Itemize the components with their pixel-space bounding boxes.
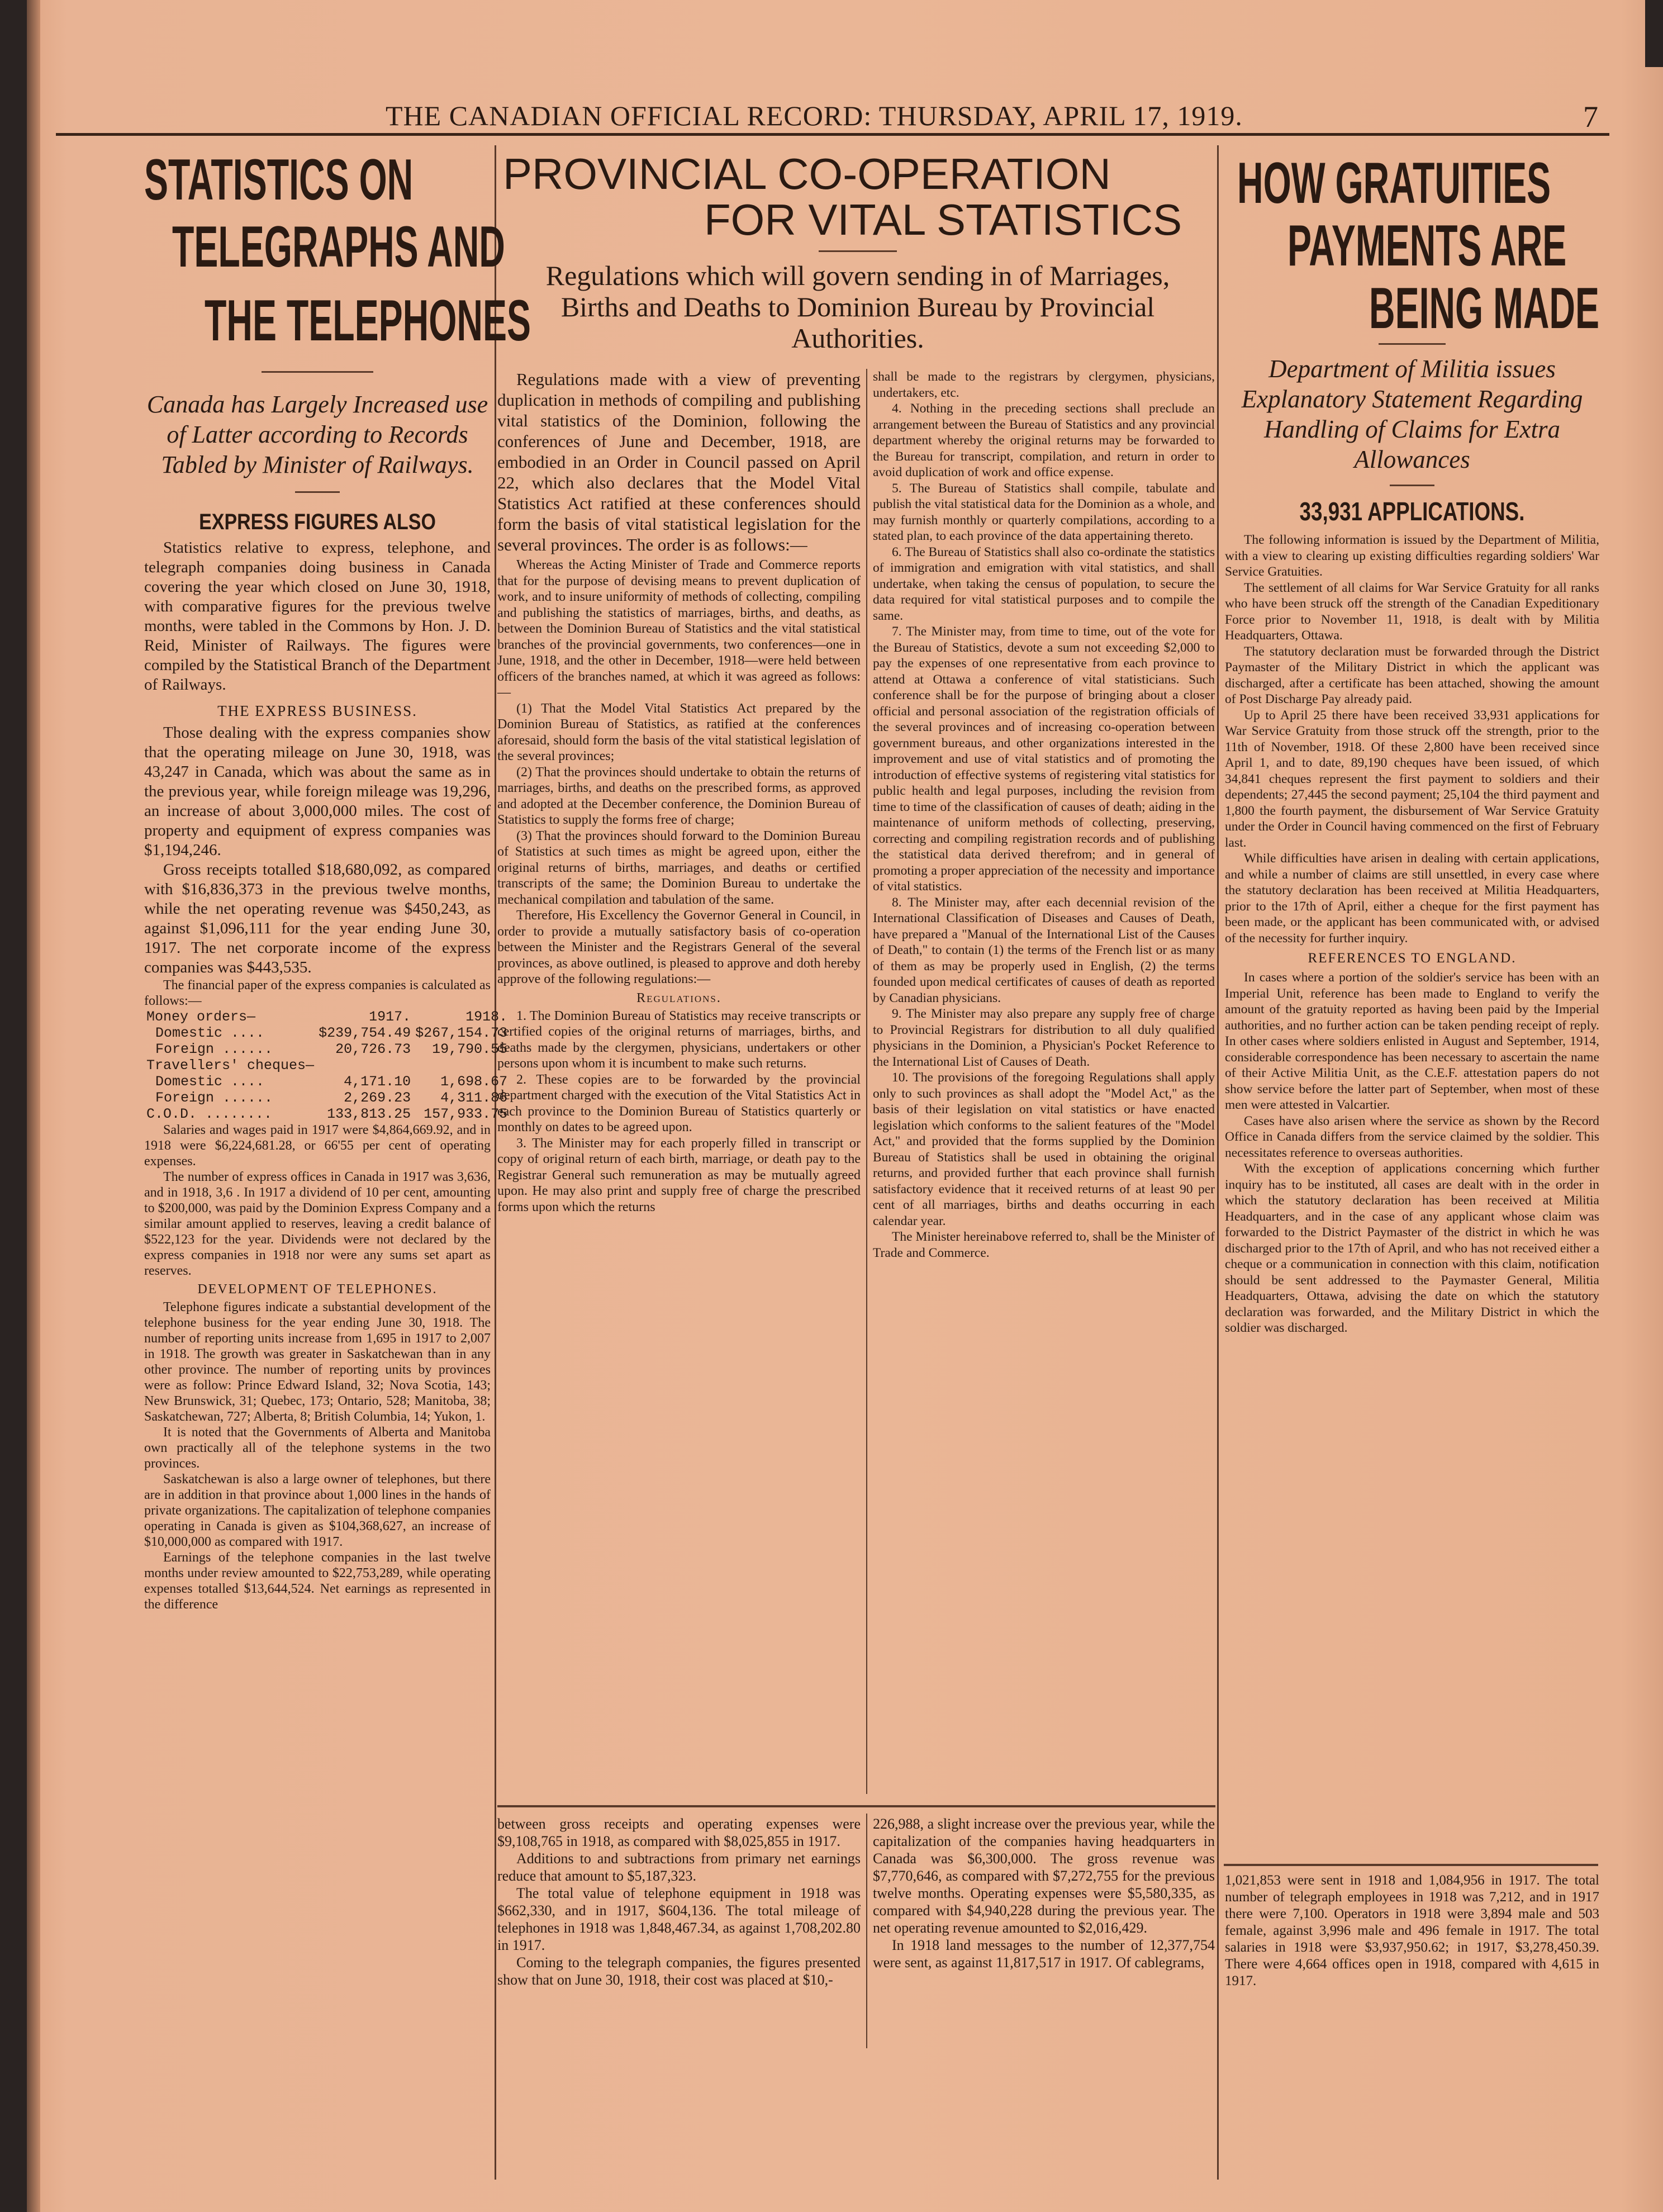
- deck-rule: [1390, 485, 1434, 486]
- table-cell: 133,813.25: [327, 1106, 411, 1122]
- center-bottom-column-2: [873, 1815, 1215, 2061]
- table-row: [144, 1074, 510, 1090]
- right-para: The settlement of all claims for War Service Gratuity for all ranks who have been struck off the strength of the Canadian Expeditionary Force prior to November 11, 1918, is dealt with by Militia Headquarters, Ottawa.: [1225, 580, 1599, 643]
- table-cell: 1918.: [465, 1009, 508, 1025]
- left-para-3: Gross receipts totalled $18,680,092, as compared with $16,836,373 in the previous twelve months, while the net operating revenue was $450,243, as against $1,096,111 for the year ending June 30, 1917. The net corporate income of the express companies was $443,535.: [144, 861, 491, 976]
- financial-paper-table: [144, 1009, 510, 1122]
- left-para-10: Earnings of the telephone companies in the last twelve months under review amounted to $22,753,289, while operating expenses totalled $13,644,524. Net earnings as represented in the difference: [144, 1550, 491, 1612]
- center-column-2: [873, 369, 1215, 1800]
- table-cell: $267,154.73: [415, 1025, 508, 1041]
- table-cell: [413, 1057, 510, 1074]
- table-cell: 157,933.75: [424, 1106, 508, 1122]
- table-cell: Domestic ....: [155, 1025, 265, 1041]
- center-para: 6. The Bureau of Statistics shall also co-ordinate the statistics of immigration and emigration with vital statistics, and shall undertake, when taking the census of population, to secure the data required for vital statistical purposes and to compile the same.: [873, 544, 1215, 623]
- masthead-title: THE CANADIAN OFFICIAL RECORD: THURSDAY, APRIL 17, 1919.: [386, 100, 1243, 131]
- right-para: With the exception of applications concerning which further inquiry has to be instituted, all cases are dealt with in the order in which the statutory declaration has been received at Militia Headquarters, and in the case of any applicant whose claim was forwarded to the District Paymaster of the district in which he was discharged prior to the 17th of April, and who has not received either a cheque or a communication in connection with this claim, notification should be sent addressed to the Paymaster General, Militia Headquarters, Ottawa, advising the date on which the statutory declaration was forwarded, and the Military District in which the soldier was discharged.: [1225, 1161, 1599, 1335]
- telephones-subhead: DEVELOPMENT OF TELEPHONES.: [197, 1282, 438, 1297]
- left-column: [144, 148, 531, 2180]
- center-para: 8. The Minister may, after each decennial revision of the International Classification of Diseases and Causes of Death, have prepared a "Manual of the International List of the Causes of Death," to contain (1) the terms of the French list or as many of them as may be properly used in English, (2) the terms founded upon medical certificates of causes of death as reported by Canadian physicians.: [873, 895, 1215, 1005]
- left-para-6: The number of express offices in Canada in 1917 was 3,636, and in 1918, 3,6 . In 1917 a dividend of 10 per cent, amounting to $200,000, was paid by the Dominion Express Company and a similar amount applied to reserves, leaving a credit balance of $522,123 for the year. Dividends were not declared by the express companies in 1918 nor were any sums set apart as reserves.: [144, 1170, 491, 1278]
- table-cell: 1,698.67: [440, 1074, 508, 1090]
- table-cell: Travellers' cheques—: [146, 1057, 315, 1074]
- headline-rule: [1379, 343, 1446, 345]
- table-cell: $239,754.49: [319, 1025, 411, 1041]
- center-para: 9. The Minister may also prepare any supply free of charge to Provincial Registrars for distribution to all duly qualified physicians in the Dominion, a Physician's Pocket Reference to the International List of Causes of Death.: [873, 1007, 1215, 1069]
- right-column: [1225, 151, 1599, 1861]
- center-para: The Minister hereinabove referred to, shall be the Minister of Trade and Commerce.: [873, 1230, 1215, 1260]
- right-para: Cases have also arisen where the service as shown by the Record Office in Canada differs from the service claimed by the soldier. This necessitates reference to overseas authorities.: [1225, 1113, 1599, 1160]
- center-bottom-para: Coming to the telegraph companies, the figures presented show that on June 30, 1918, their cost was placed at $10,-: [497, 1954, 861, 1988]
- center-headline-block: [503, 151, 1213, 369]
- table-row: [144, 1057, 510, 1074]
- table-cell: 20,726.73: [335, 1041, 411, 1057]
- center-para: 3. The Minister may for each properly filled in transcript or copy of original return of each birth, marriage, or death pay to the Registrar General such remuneration as may be mutually agreed upon. He may also print and supply free of charge the prescribed forms upon which the returns: [497, 1136, 861, 1214]
- center-para: 1. The Dominion Bureau of Statistics may receive transcripts or certified copies of the original returns of marriages, births, and deaths made by the clergymen, physicians, undertakers or other persons upon whom it is incumbent to make such returns.: [497, 1008, 861, 1071]
- right-para: In cases where a portion of the soldier's service has been with an Imperial Unit, reference has been made to England to verify the amount of the gratuity reported as having been paid by the Imperial authorities, and no further action can be taken pending receipt of reply. In other cases where soldiers enlisted in August and September, 1914, considerable correspondence has been necessary to ascertain the name of their Active Militia Unit, as the C.E.F. attestation papers do not show service before the latter part of September, when most of these men were attested in Valcartier.: [1225, 970, 1599, 1112]
- headline-rule: [819, 250, 897, 252]
- center-para: (2) That the provinces should undertake to obtain the returns of marriages, births, and deaths on the prescribed forms, as approved and adopted at the December conference, the Dominion Bureau of Statistics to supply the forms free of charge;: [497, 765, 861, 827]
- table-cell: 19,790.55: [432, 1041, 508, 1057]
- center-headline-line-2: FOR VITAL STATISTICS: [704, 195, 1182, 244]
- right-headline-line-3: BEING MADE: [1369, 276, 1599, 341]
- table-header-row: [144, 1009, 510, 1025]
- table-row: [144, 1090, 510, 1106]
- center-bottom-para: 226,988, a slight increase over the previous year, while the capitalization of the companies having headquarters in Canada was $6,300,000. The gross revenue was $7,770,646, as compared with $7,272,755 for the previous twelve months. Operating expenses were $5,580,335, as compared with $4,940,228 during the previous year. The net operating revenue amounted to $2,016,429.: [873, 1816, 1215, 1936]
- center-para: shall be made to the registrars by clergymen, physicians, undertakers, etc.: [873, 369, 1215, 400]
- table-cell: 1917.: [369, 1009, 411, 1025]
- right-deck: Department of Militia issues Explanatory Statement Regarding Handling of Claims for Extra Allowances: [1241, 355, 1583, 473]
- table-cell: 2,269.23: [344, 1090, 411, 1106]
- left-headline-line-3: THE TELEPHONES: [205, 288, 531, 353]
- right-bottom-rule: [1224, 1864, 1598, 1866]
- page-binding: [0, 0, 27, 2212]
- center-para: 7. The Minister may, from time to time, out of the vote for the Bureau of Statistics, devote a sum not exceeding $2,000 to pay the expenses of one representative from each province to attend at Ottawa a conference of vital statisticians. Such conference shall be for the purpose of bringing about a closer official and personal association of the registration officials of the several provinces and of increasing co-operation between government bureaus, and other organizations interested in the improvement and use of vital statistics and of promoting the introduction of effective systems of registering vital statistics for public health and legal purposes, including the revision from time to time of the classification of causes of death; aiding in the maintenance of uniform methods of collecting, preserving, correcting and compiling registration records and of publishing the statistical data derived therefrom; and in general of promoting a proper appreciation of the necessity and importance of vital statistics.: [873, 624, 1215, 894]
- deck-rule: [295, 491, 340, 493]
- table-row: [144, 1106, 510, 1122]
- right-bottom-column: [1225, 1872, 1599, 2062]
- center-para: 10. The provisions of the foregoing Regulations shall apply only to such provinces as shall adopt the "Model Act," as the basis of their legislation on vital statistics or have enacted legislation which conforms to the salient features of the "Model Act," and provided that the forms supplied by the Dominion Bureau of Statistics shall be used in obtaining the original returns, and provided further that each province shall furnish satisfactory evidence that it received returns of at least 90 per cent of all marriages, births and deaths occurring in each calendar year.: [873, 1070, 1215, 1228]
- center-deck: Regulations which will govern sending in of Marriages, Births and Deaths to Dominion Bureau by Provincial Authorities.: [545, 260, 1170, 354]
- right-bottom-para: 1,021,853 were sent in 1918 and 1,084,956 in 1917. The total number of telegraph employees in 1918 was 7,212, and in 1917 there were 7,100. Operators in 1918 were 3,894 male and 503 female, against 3,996 male and 496 female in 1917. The total salaries in 1918 were $3,937,950.62; in 1917, $3,278,450.39. There were 4,664 offices open in 1918, compared with 4,615 in 1917.: [1225, 1873, 1599, 1988]
- table-row: [144, 1025, 510, 1041]
- express-subhead: EXPRESS FIGURES ALSO: [199, 510, 436, 534]
- table-cell: C.O.D. ........: [146, 1106, 273, 1122]
- center-bottom-rule: [497, 1805, 1215, 1807]
- table-row: [144, 1041, 510, 1057]
- center-para: Regulations made with a view of preventing duplication in methods of compiling and publishing vital statistics of the Dominion, following the conferences of June and December, 1918, are embodied in an Order in Council passed on April 22, which also declares that the Model Vital Statistics Act ratified at these conferences should form the basis of vital statistical legislation for the several provinces. The order is as follows:—: [497, 369, 861, 554]
- center-bottom-para: In 1918 land messages to the number of 12,377,754 were sent, as against 11,817,517 in 1917. Of cablegrams,: [873, 1937, 1215, 1971]
- center-bottom-split-rule: [866, 1814, 867, 2048]
- page-number: 7: [1583, 100, 1598, 134]
- center-column-split-rule: [866, 369, 867, 1794]
- center-headline-line-1: PROVINCIAL CO-OPERATION: [503, 149, 1111, 198]
- left-headline-line-1: STATISTICS ON: [144, 148, 414, 212]
- table-cell: Money orders—: [146, 1009, 256, 1025]
- center-para: Therefore, His Excellency the Governor General in Council, in order to provide a mutually satisfactory basis of co-operation between the Minister and the Registrars General of the several provinces, as above outlined, is pleased to approve and doth hereby approve of the following regulations:—: [497, 908, 861, 986]
- center-bottom-column-1: [497, 1815, 861, 2061]
- left-para-9: Saskatchewan is also a large owner of telephones, but there are in addition in that province about 1,000 lines in the hands of private organizations. The capitalization of telephone companies operating in Canada is given as $104,368,627, an increase of $10,000,000 as compared with 1917.: [144, 1472, 491, 1549]
- center-bottom-para: The total value of telephone equipment in 1918 was $662,330, and in 1917, $604,136. The total mileage of telephones in 1918 was 1,848,467.34, as against 1,708,202.80 in 1917.: [497, 1885, 861, 1953]
- left-para-8: It is noted that the Governments of Alberta and Manitoba own practically all of the telephone systems in the two provinces.: [144, 1425, 491, 1471]
- left-para-2: Those dealing with the express companies show that the operating mileage on June 30, 1918, was 43,247 in Canada, which was about the same as in the previous year, while foreign mileage was 19,296, an increase of about 3,000,000 miles. The cost of property and equipment of express companies was $1,194,246.: [144, 724, 491, 859]
- right-para: The statutory declaration must be forwarded through the District Paymaster of the Military District in which the applicant was discharged, after a certificate has been attached, showing the amount of Post Discharge Pay already paid.: [1225, 644, 1599, 706]
- right-para: Up to April 25 there have been received 33,931 applications for War Service Gratuity from those struck off the strength, prior to the 11th of November, 1918. Of these 2,800 have been received since April 1, and to date, 89,190 cheques have been issued, of which 34,841 cheques represent the first payment to soldiers and their dependents; 27,445 the second payment; 25,104 the third payment and 1,800 the fourth payment, the disbursement of War Service Gratuity under the Order in Council having commenced on the first of February last.: [1225, 708, 1599, 850]
- left-para-1: Statistics relative to express, telephone, and telegraph companies doing business in Canada covering the year which closed on June 30, 1918, with comparative figures for the previous twelve months, were tabled in the Commons by Hon. J. D. Reid, Minister of Railways. The figures were compiled by the Statistical Branch of the Department of Railways.: [144, 539, 491, 694]
- left-deck: Canada has Largely Increased use of Latter according to Records Tabled by Minister of Railways.: [146, 391, 488, 478]
- masthead: [56, 99, 1609, 136]
- right-para: The following information is issued by the Department of Militia, with a view to clearing up existing difficulties regarding soldiers' War Service Gratuities.: [1225, 533, 1599, 579]
- left-para-7: Telephone figures indicate a substantial development of the telephone business for the year ending June 30, 1918. The number of reporting units increase from 1,695 in 1917 to 2,007 in 1918. The growth was greater in Saskatchewan than in any other province. The number of reporting units by provinces were as follow: Prince Edward Island, 32; Nova Scotia, 143; New Brunswick, 31; Quebec, 173; Ontario, 528; Manitoba, 38; Saskatchewan, 727; Alberta, 8; British Columbia, 14; Yukon, 1.: [144, 1300, 491, 1424]
- express-business-subhead: THE EXPRESS BUSINESS.: [217, 702, 417, 719]
- center-bottom-para: between gross receipts and operating expenses were $9,108,765 in 1918, as compared with $8,025,855 in 1917.: [497, 1816, 861, 1849]
- table-cell: 4,171.10: [344, 1074, 411, 1090]
- table-cell: [316, 1057, 413, 1074]
- left-para-4: The financial paper of the express companies is calculated as follows:—: [144, 978, 491, 1008]
- left-para-5: Salaries and wages paid in 1917 were $4,864,669.92, and in 1918 were $6,224,681.28, or 66'55 per cent of operating expenses.: [144, 1123, 491, 1169]
- right-para: While difficulties have arisen in dealing with certain applications, and while a number of claims are still unsettled, in every case where the statutory declaration has been received at Militia Headquarters, prior to the 17th of April, either a cheque for the first payment has been made, or the applicant has been communicated with, or advised of the necessity for further inquiry.: [1225, 851, 1599, 946]
- left-headline-line-2: TELEGRAPHS AND: [172, 215, 505, 279]
- references-subhead: REFERENCES TO ENGLAND.: [1308, 951, 1517, 966]
- center-para: 2. These copies are to be forwarded by the provincial department charged with the execution of the Vital Statistics Act in each province to the Dominion Bureau of Statistics quarterly or monthly on dates to be agreed upon.: [497, 1072, 861, 1135]
- table-cell: Domestic ....: [155, 1074, 265, 1090]
- center-para: 4. Nothing in the preceding sections shall preclude an arrangement between the Bureau of Statistics and any provincial department whereby the original returns may be forwarded to the Bureau for transcript, compilation, and return in order to avoid duplication of work and office expense.: [873, 401, 1215, 480]
- column-rule-right: [1217, 145, 1219, 2180]
- table-cell: 4,311.86: [440, 1090, 508, 1106]
- center-bottom-para: Additions to and subtractions from primary net earnings reduce that amount to $5,187,323.: [497, 1850, 861, 1884]
- regulations-subhead: Regulations.: [636, 990, 721, 1005]
- applications-subhead: 33,931 APPLICATIONS.: [1299, 497, 1525, 526]
- right-headline-line-2: PAYMENTS ARE: [1287, 213, 1567, 278]
- table-cell: Foreign ......: [155, 1041, 273, 1057]
- center-para: Whereas the Acting Minister of Trade and Commerce reports that for the purpose of devising means to prevent duplication of work, and to insure uniformity of methods of collecting, compiling and publishing the statistics of marriages, births, and deaths, as between the Dominion Bureau of Statistics and the vital statistical branches of the provincial governments, two conferences—one in June, 1918, and the other in December, 1918—were held between officers of the branches named, at which it was agreed as follows:—: [497, 558, 861, 700]
- center-para: (1) That the Model Vital Statistics Act prepared by the Dominion Bureau of Statistics, as ratified at the conferences aforesaid, should form the basis of the vital statistical legislation of the several provinces;: [497, 701, 861, 763]
- page-corner: [1645, 0, 1663, 67]
- center-column-1: [497, 369, 861, 1800]
- center-para: 5. The Bureau of Statistics shall compile, tabulate and publish the vital statistical data for the Dominion as a whole, and may furnish monthly or quarterly compilations, according to a stated plan, to each province of the data appertaining thereto.: [873, 481, 1215, 543]
- right-headline-line-1: HOW GRATUITIES: [1237, 151, 1551, 216]
- table-cell: Foreign ......: [155, 1090, 273, 1106]
- column-rule-left: [495, 145, 496, 2180]
- page-binding-shadow: [27, 0, 40, 2212]
- center-para: (3) That the provinces should forward to the Dominion Bureau of Statistics at such times as might be agreed upon, either the original returns of births, marriages, and deaths or certified transcripts of the same; the Dominion Bureau to undertake the mechanical compilation and tabulation of the same.: [497, 828, 861, 907]
